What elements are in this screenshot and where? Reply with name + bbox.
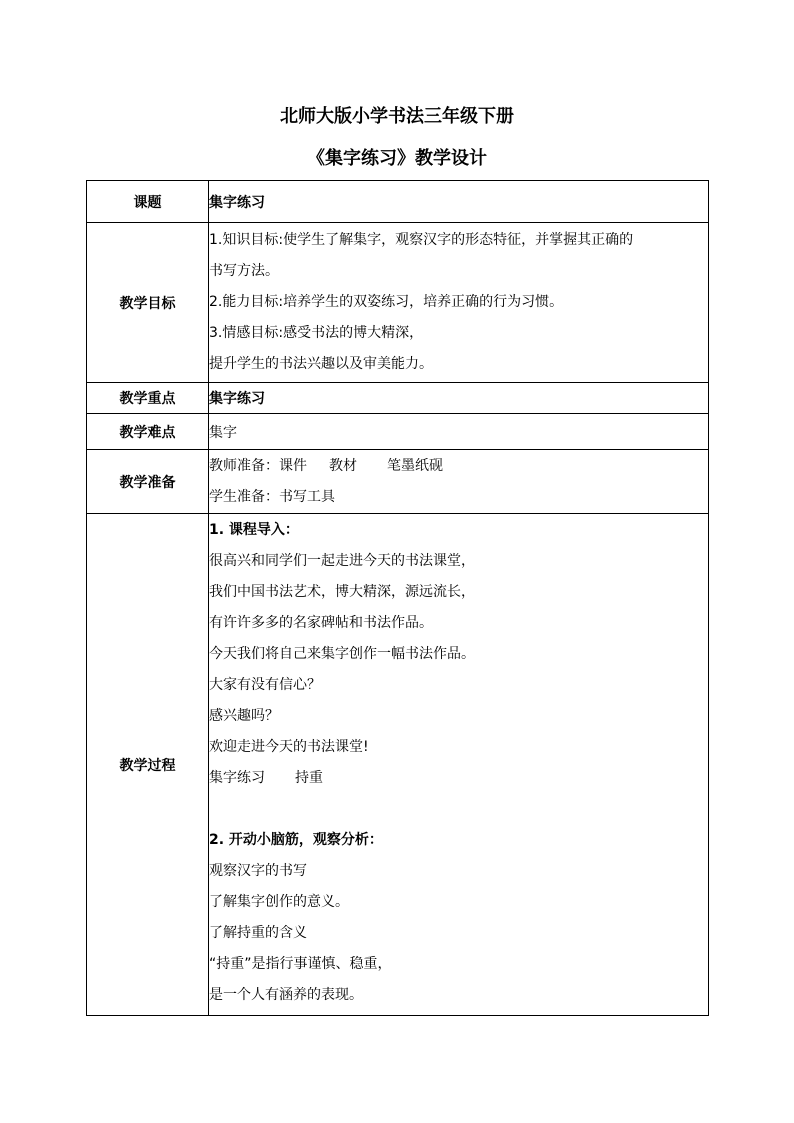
label-preparation: 教学准备 xyxy=(87,450,209,514)
process-line: 很高兴和同学们一起走进今天的书法课堂， xyxy=(209,553,475,569)
row-process xyxy=(87,514,709,1016)
row-difficulty xyxy=(87,414,709,450)
process-item: 集字练习 xyxy=(209,770,265,786)
row-preparation xyxy=(87,450,709,514)
label-topic: 课题 xyxy=(87,181,209,223)
student-preparation: 学生准备：书写工具 xyxy=(209,488,335,505)
teacher-prep-prefix: 教师准备：课件 xyxy=(209,457,307,474)
section-heading: 1. 课程导入： xyxy=(209,522,299,538)
row-goals xyxy=(87,223,709,383)
process-line: 欢迎走进今天的书法课堂! xyxy=(209,739,369,755)
process-line: 我们中国书法艺术，博大精深，源远流长， xyxy=(209,584,475,600)
process-line: “持重”是指行事谨慎、稳重， xyxy=(209,956,392,972)
teacher-prep-item: 教材 xyxy=(329,457,357,474)
teacher-preparation xyxy=(209,451,708,482)
process-line: 观察汉字的书写 xyxy=(209,863,307,879)
goal-line: 1.知识目标:使学生了解集字，观察汉字的形态特征，并掌握其正确的 xyxy=(209,232,634,248)
label-goals: 教学目标 xyxy=(87,223,209,383)
label-difficulty: 教学难点 xyxy=(87,414,209,450)
process-line: 大家有没有信心？ xyxy=(209,677,321,693)
value-preparation xyxy=(209,450,709,514)
process-line: 是一个人有涵养的表现。 xyxy=(209,987,363,1003)
process-line: 今天我们将自己来集字创作一幅书法作品。 xyxy=(209,646,475,662)
section-heading: 2. 开动小脑筋，观察分析： xyxy=(209,832,383,848)
label-key-point: 教学重点 xyxy=(87,383,209,414)
teacher-prep-item: 笔墨纸砚 xyxy=(387,457,443,474)
process-item: 持重 xyxy=(295,770,323,786)
value-key-point: 集字练习 xyxy=(209,383,709,414)
label-process: 教学过程 xyxy=(87,514,209,1016)
document-subtitle: 《集字练习》教学设计 xyxy=(307,148,487,169)
goal-line: 3.情感目标:感受书法的博大精深， xyxy=(209,325,424,341)
value-topic: 集字练习 xyxy=(209,181,709,223)
process-line: 有许许多多的名家碑帖和书法作品。 xyxy=(209,615,433,631)
document-title: 北师大版小学书法三年级下册 xyxy=(280,106,514,127)
process-line xyxy=(209,763,708,794)
process-line: 了解持重的含义 xyxy=(209,925,307,941)
goal-line: 2.能力目标:培养学生的双姿练习，培养正确的行为习惯。 xyxy=(209,294,564,310)
value-process xyxy=(209,514,709,1016)
process-line: 了解集字创作的意义。 xyxy=(209,894,349,910)
value-goals xyxy=(209,223,709,383)
lesson-plan-table xyxy=(86,180,709,1016)
process-line: 感兴趣吗？ xyxy=(209,708,279,724)
goal-line: 书写方法。 xyxy=(209,263,279,279)
value-difficulty: 集字 xyxy=(209,414,709,450)
row-topic xyxy=(87,181,709,223)
blank-line xyxy=(209,794,708,825)
row-key-point xyxy=(87,383,709,414)
goal-line: 提升学生的书法兴趣以及审美能力。 xyxy=(209,356,433,372)
